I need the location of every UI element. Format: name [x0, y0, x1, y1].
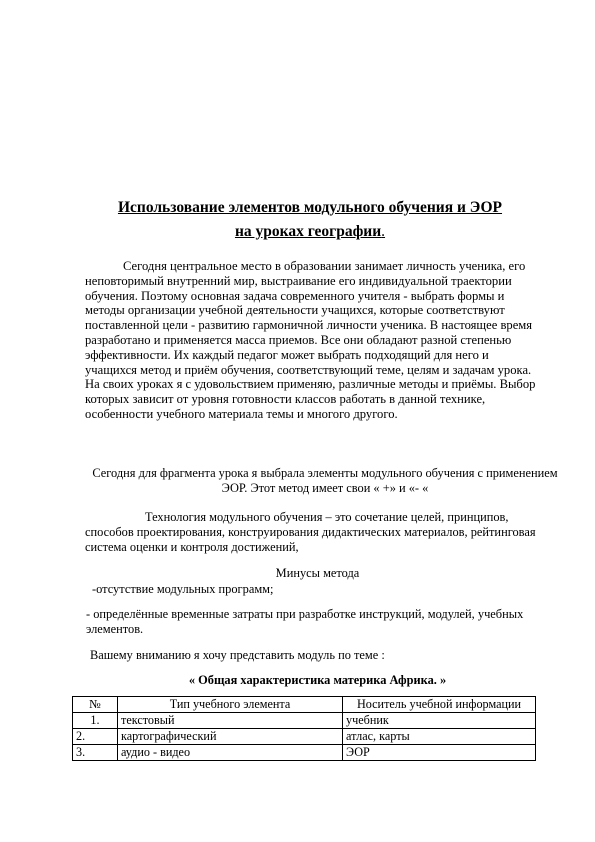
document-title-line-1: Использование элементов модульного обучения и ЭОР: [117, 199, 503, 216]
document-title-line-2-text: на уроках географии: [234, 223, 382, 240]
minus-heading: Минусы метода: [275, 566, 360, 580]
table-header-carrier: Носитель учебной информации: [343, 697, 536, 713]
table-header-type: Тип учебного элемента: [118, 697, 343, 713]
table-header-number: №: [73, 697, 118, 713]
intro-paragraph-text: Сегодня центральное место в образовании занимает личность ученика, его неповторимый внутренний мир, выстраивание его индивидуальной траектории обучения. Поэтому основная задача современного учителя - выбрать формы и методы организации учебной деятельности учащихся, которые соответствуют поставленной цели - развитию гармоничной личности ученика. В настоящее время разработано и применяется масса приемов. Все они обладают разной степенью эффективности. Их каждый педагог может выбрать подходящий для него и учащихся метод и приём обучения, соответствующий теме, целям и задачам урока. На своих уроках я с удовольствием применяю, различные методы и приёмы. Выбор которых зависит от уровня готовности классов работать в данной технике, особенности учебного материала темы и многого другого.: [85, 259, 536, 421]
table-row: [73, 713, 536, 729]
module-title: « Общая характеристика материка Африка. »: [188, 673, 447, 687]
table-cell-type: текстовый: [118, 713, 343, 729]
table-row: [73, 729, 536, 745]
minus-item-2: - определённые временные затраты при разработке инструкций, модулей, учебных элементов.: [86, 607, 524, 636]
learning-elements-table: [72, 696, 536, 761]
module-intro: Вашему вниманию я хочу представить модуль по теме :: [90, 648, 385, 662]
table-cell-type: картографический: [118, 729, 343, 745]
technology-paragraph: [85, 510, 555, 555]
technology-paragraph-text: Технология модульного обучения – это сочетание целей, принципов, способов проектирования, конструирования дидактических материалов, рейтинговая система оценки и контроля достижений,: [85, 510, 536, 554]
table-cell-number: 2.: [73, 729, 118, 745]
table-cell-carrier: атлас, карты: [343, 729, 536, 745]
table-cell-carrier: ЭОР: [343, 745, 536, 761]
table-cell-number: 3.: [73, 745, 118, 761]
table-cell-type: аудио - видео: [118, 745, 343, 761]
minus-item-1: -отсутствие модульных программ;: [92, 582, 274, 596]
document-title-line-2-suffix: .: [381, 223, 386, 240]
table-row: [73, 745, 536, 761]
table-cell-carrier: учебник: [343, 713, 536, 729]
table-header-row: [73, 697, 536, 713]
document-title-line-2: [60, 220, 560, 244]
table-cell-number: 1.: [73, 713, 118, 729]
intro-paragraph: [85, 259, 540, 422]
choice-paragraph: Сегодня для фрагмента урока я выбрала элементы модульного обучения с применением ЭОР. Этот метод имеет свои « +» и «- «: [92, 466, 558, 495]
